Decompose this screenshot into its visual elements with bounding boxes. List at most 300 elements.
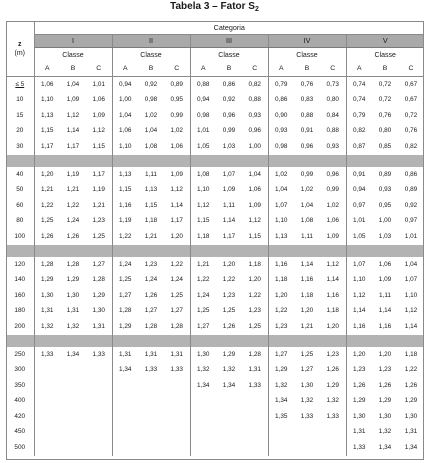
factor-cell: 0,67 — [404, 96, 418, 104]
factor-cell: 1,17 — [170, 217, 183, 225]
factor-cell: 1,28 — [92, 276, 105, 284]
factor-cell: 1,20 — [222, 260, 236, 268]
factor-cell: 0,95 — [170, 96, 183, 104]
factor-cell: 1,08 — [300, 217, 314, 225]
factor-cell: 1,25 — [170, 291, 183, 299]
factor-cell: 1,19 — [66, 170, 80, 178]
factor-cell: 1,23 — [92, 217, 105, 225]
factor-cell: 1,13 — [34, 108, 60, 124]
factor-cell: 1,27 — [268, 347, 294, 363]
factor-cell: 1,28 — [248, 350, 261, 358]
factor-cell: 0,89 — [170, 80, 183, 88]
z-value: 100 — [6, 229, 34, 245]
separator-band — [6, 245, 424, 257]
factor-cell: 1,34 — [112, 363, 138, 379]
factor-cell — [34, 394, 60, 410]
z-unit-label: (m) — [14, 50, 25, 57]
factor-cell: 1,12 — [92, 127, 105, 135]
factor-cell: 1,23 — [378, 366, 392, 374]
factor-cell: 0,92 — [404, 201, 418, 209]
factor-cell: 0,88 — [300, 111, 314, 119]
factor-cell: 1,16 — [112, 198, 138, 214]
factor-cell: 0,97 — [346, 198, 372, 214]
factor-cell: 1,25 — [92, 232, 105, 240]
factor-cell — [294, 425, 320, 441]
class-a-header: A — [346, 63, 372, 77]
factor-cell: 0,99 — [222, 127, 236, 135]
classe-header: Classe — [268, 48, 346, 64]
factor-cell: 1,19 — [112, 214, 138, 230]
factor-cell: 0,99 — [300, 170, 314, 178]
factor-cell: 1,01 — [404, 232, 418, 240]
factor-cell: 1,32 — [268, 378, 294, 394]
factor-cell: 1,28 — [66, 260, 80, 268]
factor-cell: 1,02 — [300, 186, 314, 194]
factor-cell — [86, 425, 112, 441]
factor-cell: 0,86 — [268, 93, 294, 109]
class-c-header: C — [242, 63, 268, 77]
factor-cell: 1,17 — [34, 139, 60, 155]
class-b-header: B — [138, 63, 164, 77]
factor-cell: 1,12 — [170, 186, 183, 194]
table-row — [6, 229, 424, 245]
factor-cell — [138, 440, 164, 456]
factor-cell: 0,93 — [378, 186, 392, 194]
factor-cell: 0,89 — [378, 170, 392, 178]
factor-cell: 0,94 — [112, 77, 138, 93]
factor-cell: 1,34 — [66, 350, 80, 358]
factor-cell — [190, 394, 216, 410]
factor-cell — [190, 440, 216, 456]
factor-cell: 0,84 — [326, 111, 339, 119]
table-row — [6, 347, 424, 363]
factor-cell: 1,33 — [346, 440, 372, 456]
factor-cell: 0,86 — [222, 80, 236, 88]
factor-cell: 0,87 — [346, 139, 372, 155]
factor-cell: 1,06 — [326, 217, 339, 225]
class-b-header: B — [216, 63, 242, 77]
factor-cell: 0,98 — [268, 139, 294, 155]
factor-cell — [112, 440, 138, 456]
factor-cell: 0,82 — [346, 124, 372, 140]
factor-cell: 1,09 — [222, 186, 236, 194]
class-c-header: C — [86, 63, 112, 77]
factor-cell: 1,17 — [92, 170, 105, 178]
factor-cell: 1,31 — [170, 350, 183, 358]
z-value: 80 — [6, 214, 34, 230]
class-c-header: C — [164, 63, 190, 77]
factor-cell: 1,33 — [170, 366, 183, 374]
factor-cell: 0,98 — [144, 96, 158, 104]
fator-s2-table — [6, 21, 424, 456]
factor-cell: 1,32 — [66, 322, 80, 330]
factor-cell: 1,29 — [378, 397, 392, 405]
factor-cell: 0,91 — [300, 127, 314, 135]
z-value: 350 — [6, 378, 34, 394]
factor-cell: 1,20 — [268, 288, 294, 304]
factor-cell — [60, 363, 86, 379]
factor-cell: 1,07 — [346, 257, 372, 273]
table-title — [0, 0, 429, 15]
factor-cell: 1,31 — [66, 307, 80, 315]
factor-cell — [190, 425, 216, 441]
z-value: 500 — [6, 440, 34, 456]
z-value: 10 — [6, 93, 34, 109]
separator-band — [6, 155, 424, 167]
z-value: 30 — [6, 139, 34, 155]
factor-cell: 1,23 — [346, 363, 372, 379]
table-row — [6, 304, 424, 320]
factor-cell: 1,28 — [170, 322, 183, 330]
factor-cell: 1,26 — [144, 291, 158, 299]
factor-cell: 1,16 — [378, 322, 392, 330]
factor-cell: 1,15 — [248, 232, 261, 240]
factor-cell: 0,96 — [248, 127, 261, 135]
factor-cell: 1,21 — [144, 232, 158, 240]
factor-cell: 0,85 — [378, 142, 392, 150]
factor-cell: 0,82 — [404, 142, 418, 150]
class-a-header: A — [34, 63, 60, 77]
factor-cell: 1,20 — [248, 276, 261, 284]
factor-cell: 1,29 — [326, 381, 339, 389]
factor-cell — [60, 378, 86, 394]
factor-cell: 1,32 — [34, 319, 60, 335]
table-row — [6, 440, 424, 456]
factor-cell: 1,15 — [190, 214, 216, 230]
factor-cell: 1,18 — [190, 229, 216, 245]
factor-cell — [242, 440, 268, 456]
factor-cell: 1,30 — [346, 409, 372, 425]
header-row-classe — [6, 48, 424, 64]
factor-cell: 1,12 — [404, 307, 418, 315]
factor-cell: 1,02 — [268, 167, 294, 183]
factor-cell: 0,93 — [326, 142, 339, 150]
table-row — [6, 378, 424, 394]
factor-cell: 0,76 — [404, 127, 418, 135]
factor-cell: 1,23 — [268, 319, 294, 335]
factor-cell: 1,29 — [404, 397, 418, 405]
factor-cell: 1,32 — [378, 428, 392, 436]
factor-cell: 0,96 — [326, 170, 339, 178]
factor-cell: 1,24 — [144, 276, 158, 284]
factor-cell — [242, 425, 268, 441]
factor-cell: 1,21 — [92, 201, 105, 209]
factor-cell: 1,29 — [34, 273, 60, 289]
factor-cell: 0,72 — [378, 80, 392, 88]
factor-cell: 0,67 — [404, 80, 418, 88]
z-value: 40 — [6, 167, 34, 183]
factor-cell: 1,26 — [222, 322, 236, 330]
factor-cell: 1,04 — [144, 127, 158, 135]
factor-cell: 1,33 — [144, 366, 158, 374]
group-header-4: IV — [268, 35, 346, 48]
factor-cell: 0,93 — [268, 124, 294, 140]
factor-cell: 0,72 — [404, 111, 418, 119]
factor-cell — [164, 394, 190, 410]
factor-cell — [86, 409, 112, 425]
factor-cell: 1,27 — [92, 260, 105, 268]
factor-cell: 0,95 — [378, 201, 392, 209]
factor-cell: 1,00 — [112, 93, 138, 109]
group-header-1: I — [34, 35, 112, 48]
factor-cell: 1,22 — [190, 273, 216, 289]
factor-cell: 1,12 — [346, 288, 372, 304]
factor-cell — [86, 440, 112, 456]
factor-cell: 1,25 — [190, 304, 216, 320]
factor-cell: 1,28 — [144, 322, 158, 330]
factor-cell: 1,14 — [66, 127, 80, 135]
factor-cell: 1,07 — [268, 198, 294, 214]
factor-cell: 1,34 — [404, 444, 418, 452]
factor-cell: 1,31 — [404, 428, 418, 436]
table-row — [6, 139, 424, 155]
factor-cell: 0,98 — [190, 108, 216, 124]
factor-cell: 1,04 — [300, 201, 314, 209]
factor-cell — [216, 394, 242, 410]
factor-cell — [242, 394, 268, 410]
factor-cell — [268, 425, 294, 441]
factor-cell: 1,30 — [404, 412, 418, 420]
factor-cell: 1,04 — [248, 170, 261, 178]
table-row — [6, 273, 424, 289]
table-row — [6, 319, 424, 335]
factor-cell: 1,09 — [170, 170, 183, 178]
table-title-text: Tabela 3 – Fator S — [170, 1, 255, 12]
factor-cell: 1,27 — [190, 319, 216, 335]
factor-cell: 1,14 — [170, 201, 183, 209]
factor-cell — [86, 363, 112, 379]
factor-cell: 1,25 — [300, 350, 314, 358]
factor-cell: 0,76 — [300, 80, 314, 88]
classe-header: Classe — [112, 48, 190, 64]
factor-cell: 0,88 — [248, 96, 261, 104]
factor-cell: 1,04 — [66, 80, 80, 88]
factor-cell: 1,22 — [404, 366, 418, 374]
factor-cell: 0,86 — [404, 170, 418, 178]
factor-cell — [190, 409, 216, 425]
factor-cell: 1,18 — [144, 217, 158, 225]
factor-cell: 1,20 — [170, 232, 183, 240]
factor-cell: 1,01 — [190, 124, 216, 140]
factor-cell: 0,73 — [326, 80, 339, 88]
factor-cell: 1,23 — [144, 260, 158, 268]
factor-cell: 0,89 — [404, 186, 418, 194]
z-value: 120 — [6, 257, 34, 273]
factor-cell — [320, 440, 346, 456]
factor-cell: 1,09 — [378, 276, 392, 284]
factor-cell: 1,30 — [378, 412, 392, 420]
factor-cell: 1,28 — [34, 257, 60, 273]
z-value: 200 — [6, 319, 34, 335]
group-header-2: II — [112, 35, 190, 48]
factor-cell: 0,91 — [346, 167, 372, 183]
factor-cell: 1,20 — [378, 350, 392, 358]
factor-cell — [34, 363, 60, 379]
factor-cell — [60, 409, 86, 425]
factor-cell: 1,11 — [145, 170, 157, 178]
factor-cell: 1,22 — [222, 276, 236, 284]
factor-cell: 1,01 — [92, 80, 105, 88]
factor-cell: 0,94 — [190, 93, 216, 109]
factor-cell: 1,27 — [112, 288, 138, 304]
factor-cell: 0,96 — [222, 111, 236, 119]
factor-cell: 1,09 — [66, 96, 80, 104]
factor-cell: 0,90 — [268, 108, 294, 124]
factor-cell: 0,80 — [378, 127, 392, 135]
factor-cell: 1,26 — [66, 232, 80, 240]
factor-cell: 1,09 — [92, 111, 105, 119]
factor-cell: 1,26 — [378, 381, 392, 389]
factor-cell: 1,18 — [248, 260, 261, 268]
factor-cell: 0,88 — [190, 77, 216, 93]
factor-cell — [164, 425, 190, 441]
factor-cell: 1,05 — [346, 229, 372, 245]
factor-cell: 1,24 — [112, 257, 138, 273]
factor-cell: 1,11 — [223, 201, 235, 209]
table-row — [6, 425, 424, 441]
factor-cell: 1,34 — [190, 378, 216, 394]
factor-cell: 1,16 — [326, 291, 339, 299]
categoria-header: Categoria — [34, 22, 424, 35]
factor-cell: 1,20 — [346, 347, 372, 363]
factor-cell: 1,18 — [300, 291, 314, 299]
factor-cell: 1,29 — [268, 363, 294, 379]
group-header-3: III — [190, 35, 268, 48]
factor-cell: 1,33 — [34, 347, 60, 363]
factor-cell: 1,19 — [92, 186, 105, 194]
factor-cell — [34, 440, 60, 456]
factor-cell: 1,16 — [300, 276, 314, 284]
factor-cell: 0,79 — [268, 77, 294, 93]
factor-cell: 1,17 — [222, 232, 236, 240]
factor-cell: 1,10 — [268, 214, 294, 230]
factor-cell: 0,74 — [346, 93, 372, 109]
factor-cell: 0,88 — [326, 127, 339, 135]
factor-cell: 1,31 — [346, 425, 372, 441]
factor-cell: 1,27 — [170, 307, 183, 315]
z-value: 15 — [6, 108, 34, 124]
factor-cell: 1,02 — [326, 201, 339, 209]
factor-cell: 1,28 — [112, 304, 138, 320]
table-row — [6, 108, 424, 124]
factor-cell: 1,10 — [346, 273, 372, 289]
factor-cell: 1,30 — [190, 347, 216, 363]
factor-cell: 1,11 — [379, 291, 391, 299]
factor-cell — [112, 394, 138, 410]
factor-cell: 1,06 — [248, 186, 261, 194]
factor-cell: 1,14 — [300, 260, 314, 268]
factor-cell: 1,34 — [378, 444, 392, 452]
factor-cell — [60, 425, 86, 441]
factor-cell: 1,23 — [326, 350, 339, 358]
factor-cell: 1,27 — [300, 366, 314, 374]
factor-cell: 0,94 — [346, 183, 372, 199]
factor-cell: 1,25 — [222, 307, 236, 315]
factor-cell — [112, 409, 138, 425]
factor-cell: 1,18 — [326, 307, 339, 315]
factor-cell: 1,17 — [66, 142, 80, 150]
factor-cell: 1,20 — [326, 322, 339, 330]
table-row — [6, 394, 424, 410]
factor-cell: 1,06 — [34, 77, 60, 93]
factor-cell — [164, 440, 190, 456]
factor-cell: 1,22 — [268, 304, 294, 320]
factor-cell — [294, 440, 320, 456]
table-row — [6, 363, 424, 379]
table-row — [6, 257, 424, 273]
factor-cell: 1,00 — [248, 142, 261, 150]
factor-cell — [164, 409, 190, 425]
table-row — [6, 93, 424, 109]
factor-cell: 1,07 — [404, 276, 418, 284]
factor-cell: 0,96 — [300, 142, 314, 150]
factor-cell: 1,31 — [34, 304, 60, 320]
table-row — [6, 77, 424, 93]
factor-cell: 0,92 — [144, 80, 158, 88]
class-a-header: A — [190, 63, 216, 77]
factor-cell — [34, 409, 60, 425]
factor-cell: 0,83 — [300, 96, 314, 104]
factor-cell: 1,08 — [144, 142, 158, 150]
factor-cell: 1,05 — [190, 139, 216, 155]
factor-cell: 1,07 — [222, 170, 236, 178]
factor-cell: 1,30 — [300, 381, 314, 389]
factor-cell: 0,97 — [404, 217, 418, 225]
factor-cell: 1,34 — [222, 381, 236, 389]
factor-cell: 1,21 — [66, 186, 80, 194]
factor-cell: 1,24 — [170, 276, 183, 284]
factor-cell: 1,25 — [34, 214, 60, 230]
factor-cell: 1,33 — [92, 350, 105, 358]
factor-cell: 0,93 — [248, 111, 261, 119]
factor-cell: 1,04 — [112, 108, 138, 124]
class-a-header: A — [268, 63, 294, 77]
factor-cell: 1,26 — [34, 229, 60, 245]
header-row-categoria — [6, 22, 424, 35]
class-c-header: C — [398, 63, 424, 77]
factor-cell: 1,31 — [248, 366, 261, 374]
factor-cell: 0,80 — [326, 96, 339, 104]
factor-cell: 1,13 — [144, 186, 158, 194]
table-title-subscript: 2 — [254, 6, 259, 13]
z-value: 420 — [6, 409, 34, 425]
class-c-header: C — [320, 63, 346, 77]
factor-cell — [164, 378, 190, 394]
factor-cell: 1,32 — [326, 397, 339, 405]
class-b-header: B — [372, 63, 398, 77]
classe-header: Classe — [190, 48, 268, 64]
factor-cell — [320, 425, 346, 441]
factor-cell: 0,99 — [170, 111, 183, 119]
factor-cell: 1,02 — [144, 111, 158, 119]
factor-cell — [268, 440, 294, 456]
factor-cell — [138, 425, 164, 441]
factor-cell: 1,13 — [112, 167, 138, 183]
z-value: 300 — [6, 363, 34, 379]
z-value: 160 — [6, 288, 34, 304]
factor-cell: 1,29 — [112, 319, 138, 335]
factor-cell: 1,32 — [300, 397, 314, 405]
factor-cell: 1,12 — [248, 217, 261, 225]
factor-cell: 1,15 — [144, 201, 158, 209]
factor-cell — [216, 409, 242, 425]
factor-cell: 1,26 — [346, 378, 372, 394]
z-value: 450 — [6, 425, 34, 441]
factor-cell — [138, 394, 164, 410]
factor-cell: 1,12 — [66, 111, 80, 119]
factor-cell: 1,16 — [268, 257, 294, 273]
factor-cell: 1,33 — [326, 412, 339, 420]
